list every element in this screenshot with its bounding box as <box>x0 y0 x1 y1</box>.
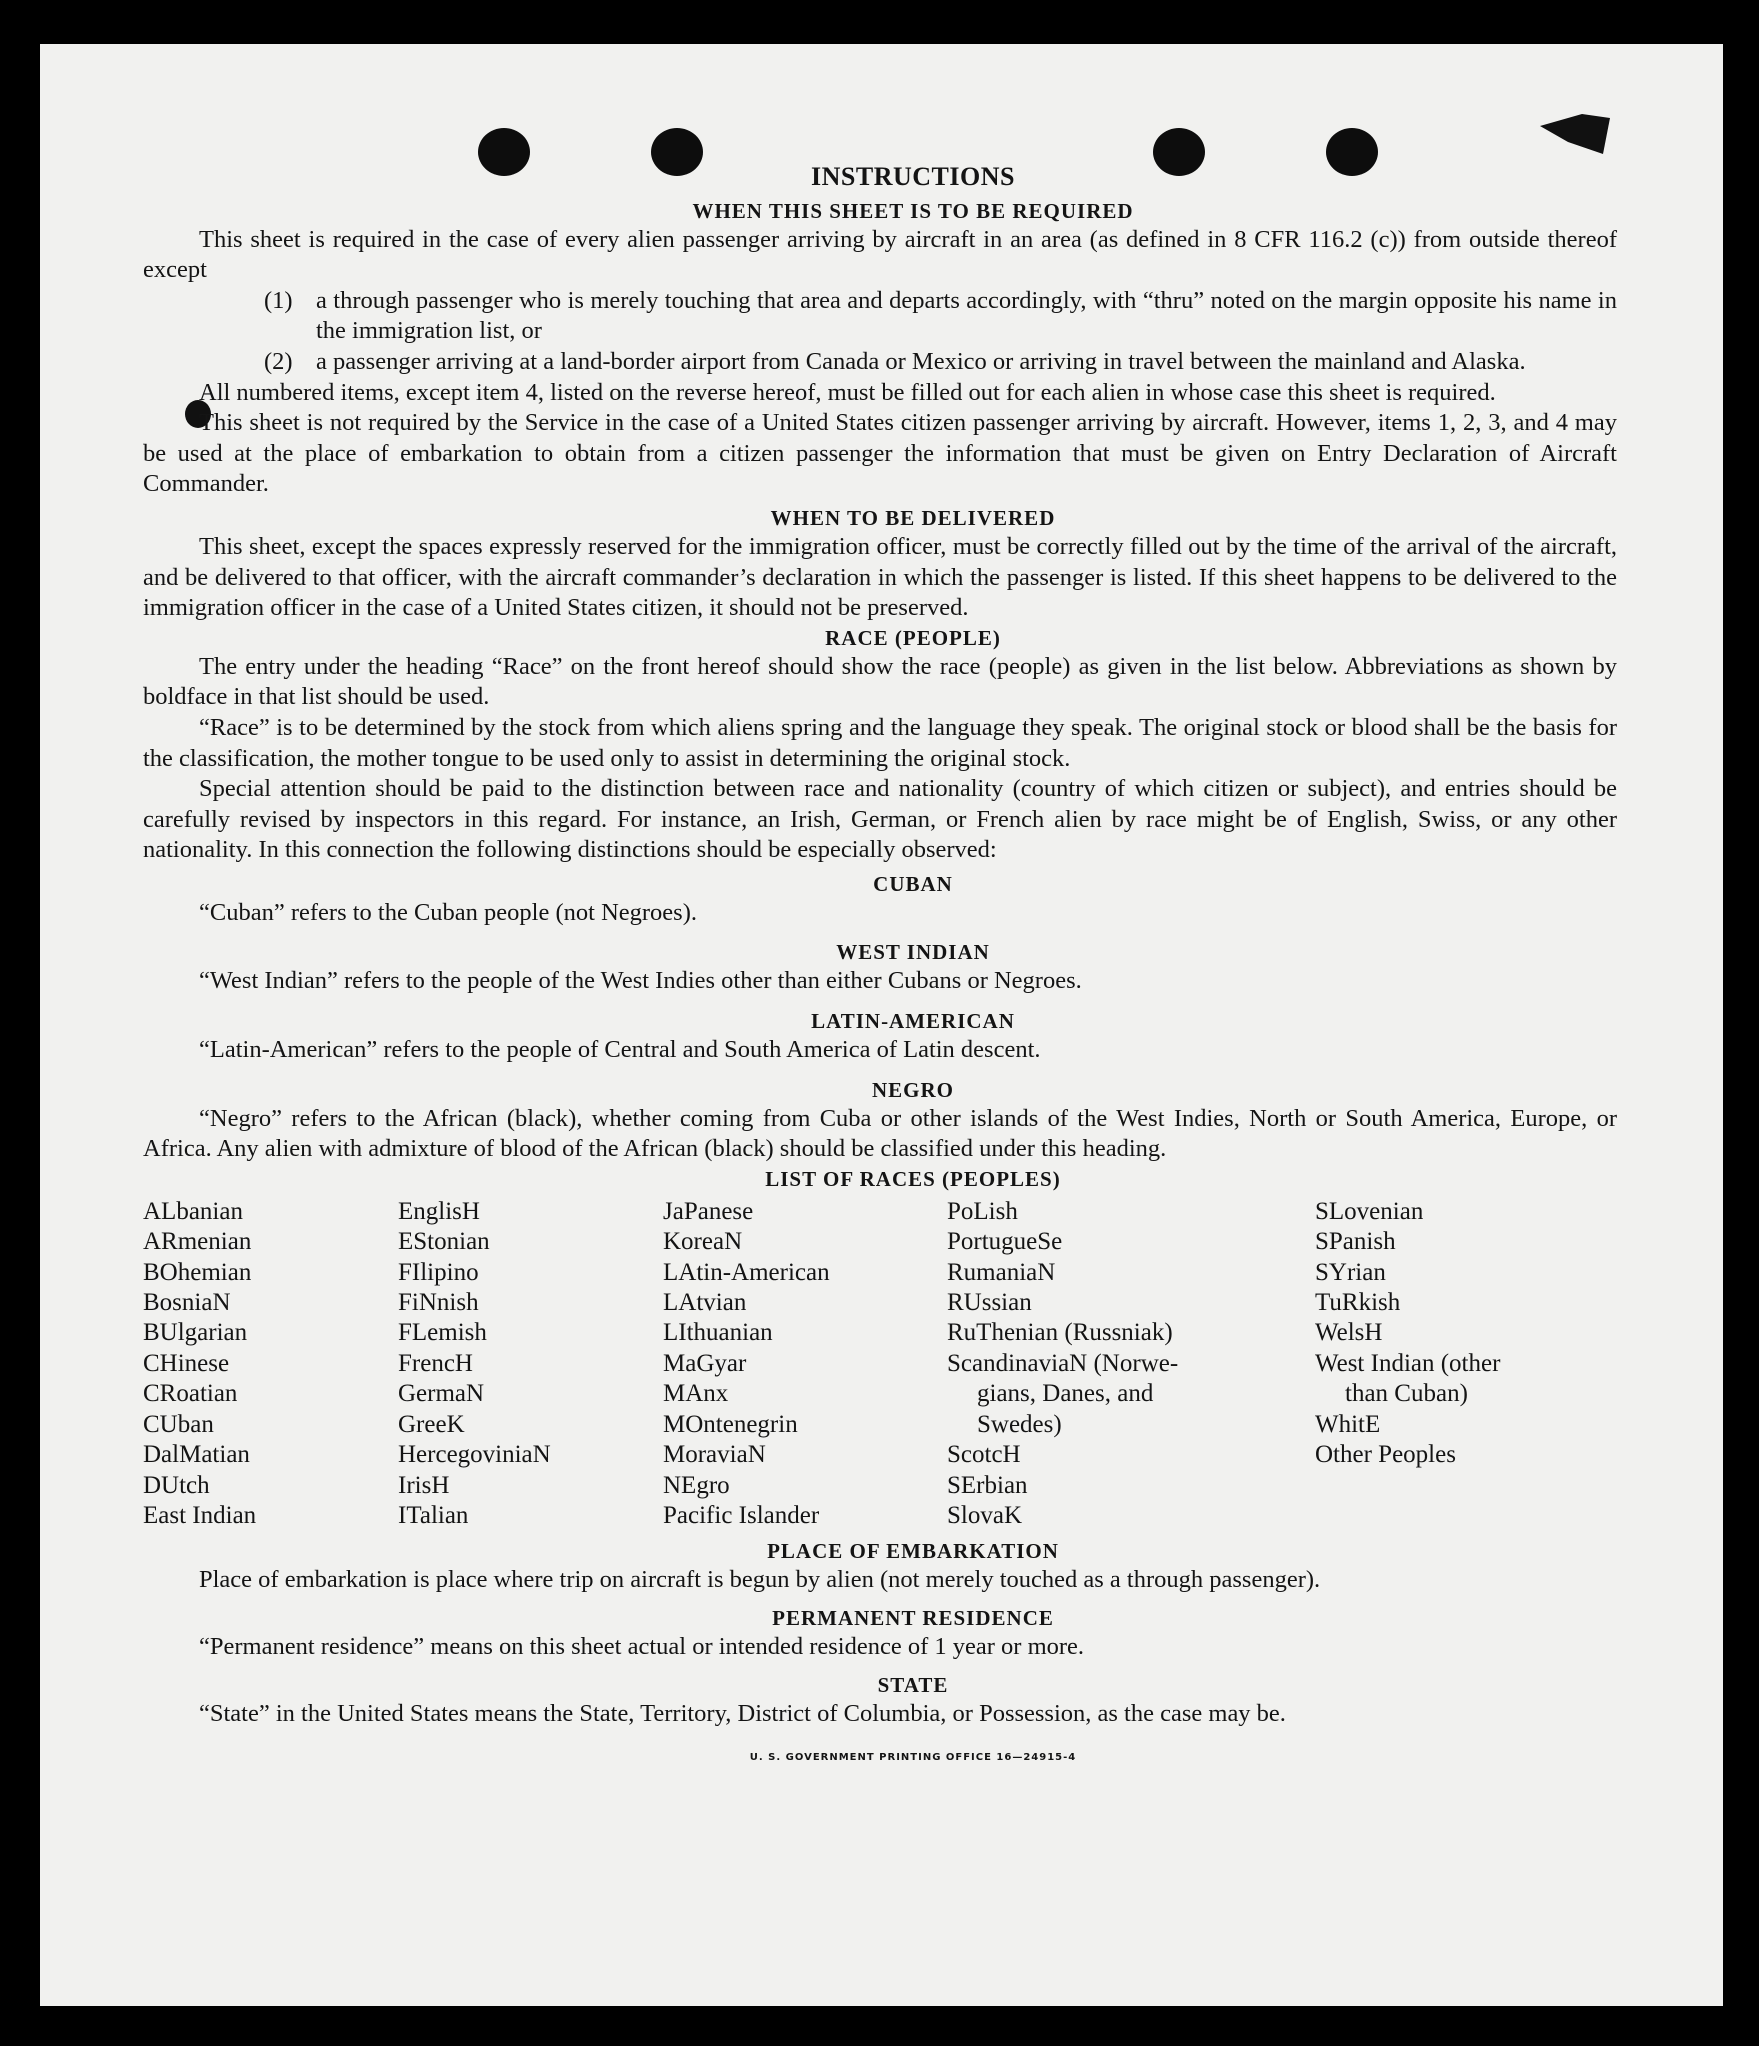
race-entry: RumaniaN <box>947 1258 1056 1286</box>
race-entry: FIlipino <box>398 1258 479 1286</box>
instructions-body <box>143 162 1617 1774</box>
cuban-definition: “Cuban” refers to the Cuban people (not Negroes). <box>199 898 697 926</box>
document-page <box>40 44 1723 2006</box>
section-heading-race: RACE (PEOPLE) <box>825 625 1001 650</box>
exception-text: a passenger arriving at a land-border airport from Canada or Mexico or arriving in travel between the mainland and Alaska. <box>316 347 1526 375</box>
race-entry: BOhemian <box>143 1258 252 1286</box>
race-entry: MoraviaN <box>663 1441 766 1469</box>
residence-definition: “Permanent residence” means on this sheet actual or intended residence of 1 year or more. <box>199 1632 1085 1660</box>
race-entry: ScotcH <box>947 1441 1021 1469</box>
section-heading-cuban: CUBAN <box>873 871 953 896</box>
races-column <box>663 1197 947 1531</box>
race-entry: FiNnish <box>398 1289 479 1317</box>
race-entry-continued: than Cuban) <box>1345 1380 1468 1408</box>
race-entry: West Indian (other <box>1315 1349 1501 1377</box>
race-entry-continued: gians, Danes, and <box>977 1380 1154 1408</box>
race-entry: ITalian <box>398 1501 469 1529</box>
exception-number: (2) <box>264 347 293 375</box>
races-list <box>143 1197 1617 1531</box>
exception-item <box>143 347 1617 378</box>
section-heading-state: STATE <box>877 1672 949 1697</box>
race-entry: LAtin-American <box>663 1258 830 1286</box>
race-entry: GermaN <box>398 1380 485 1408</box>
state-definition: “State” in the United States means the State, Territory, District of Columbia, or Possession, as the case may be. <box>199 1699 1286 1727</box>
race-entry: Other Peoples <box>1315 1441 1456 1469</box>
delivered-paragraph: This sheet, except the spaces expressly reserved for the immigration officer, must be correctly filled out by the time of the arrival of the aircraft, and be delivered to that officer, with the aircraft commander’s declaration in which the passenger is listed. If this sheet happens to be delivered to the immigration officer in the case of a United States citizen, it should not be preserved. <box>143 532 1617 622</box>
race-entry: PortugueSe <box>947 1228 1063 1256</box>
section-heading-latin-american: LATIN-AMERICAN <box>811 1009 1015 1034</box>
race-entry: CRoatian <box>143 1380 238 1408</box>
race-entry: JaPanese <box>663 1197 754 1225</box>
race-entry: EnglisH <box>398 1197 480 1225</box>
section-heading-residence: PERMANENT RESIDENCE <box>772 1605 1054 1630</box>
section-heading-delivered: WHEN TO BE DELIVERED <box>770 505 1056 530</box>
races-column <box>947 1197 1315 1531</box>
race-entry: East Indian <box>143 1501 257 1529</box>
race-entry: PoLish <box>947 1197 1018 1225</box>
section-heading-required: WHEN THIS SHEET IS TO BE REQUIRED <box>692 198 1134 223</box>
race-entry: DUtch <box>143 1471 210 1499</box>
race-entry: SYrian <box>1315 1258 1386 1286</box>
race-entry: CUban <box>143 1410 214 1438</box>
race-paragraph: Special attention should be paid to the distinction between race and nationality (country of which citizen or subject), and entries should be carefully revised by inspectors in this regard. For instance, an Irish, German, or French alien by race might be of English, Swiss, or any other nationality. In this connection the following distinctions should be especially observed: <box>143 775 1617 864</box>
race-entry: ScandinaviaN (Norwe- <box>947 1349 1179 1377</box>
west-indian-definition: “West Indian” refers to the people of the West Indies other than either Cubans or Negroes. <box>199 967 1082 995</box>
race-entry: IrisH <box>398 1471 450 1499</box>
race-entry: MOntenegrin <box>663 1410 798 1438</box>
race-entry: SLovenian <box>1315 1197 1424 1225</box>
race-entry: BUlgarian <box>143 1319 248 1347</box>
races-column <box>1315 1197 1617 1531</box>
race-entry: GreeK <box>398 1410 465 1438</box>
required-paragraph: This sheet is required in the case of every alien passenger arriving by aircraft in an area (as defined in 8 CFR 116.2 (c)) from outside thereof except <box>143 225 1617 284</box>
race-entry: KoreaN <box>663 1228 743 1256</box>
exception-number: (1) <box>264 286 293 314</box>
race-entry: MAnx <box>663 1380 729 1408</box>
races-column <box>398 1197 663 1531</box>
section-heading-negro: NEGRO <box>871 1077 954 1102</box>
races-column <box>143 1197 398 1531</box>
race-entry: RUssian <box>947 1289 1032 1317</box>
negro-definition: “Negro” refers to the African (black), whether coming from Cuba or other islands of the West Indies, North or South America, Europe, or Africa. Any alien with admixture of blood of the African (black) should be classified under this heading. <box>143 1104 1617 1163</box>
race-entry: SErbian <box>947 1471 1028 1499</box>
race-entry: WhitE <box>1315 1410 1381 1438</box>
race-paragraph: The entry under the heading “Race” on the front hereof should show the race (people) as given in the list below. Abbreviations as shown by boldface in that list should be used. <box>143 652 1617 711</box>
printing-office-imprint: U. S. GOVERNMENT PRINTING OFFICE 16—24915-4 <box>749 1752 1077 1764</box>
race-entry: NEgro <box>663 1471 730 1499</box>
race-entry: CHinese <box>143 1349 230 1377</box>
race-paragraph: “Race” is to be determined by the stock from which aliens spring and the language they speak. The original stock or blood shall be the basis for the classification, the mother tongue to be used only to assist in determining the original stock. <box>143 713 1617 772</box>
race-entry: ARmenian <box>143 1228 252 1256</box>
race-entry: Pacific Islander <box>663 1501 820 1529</box>
race-entry: DalMatian <box>143 1441 250 1469</box>
race-entry: BosniaN <box>143 1289 231 1317</box>
citizen-paragraph: This sheet is not required by the Service in the case of a United States citizen passenger arriving by aircraft. However, items 1, 2, 3, and 4 may be used at the place of embarkation to obtain from a citizen passenger the information that must be given on Entry Declaration of Aircraft Commander. <box>143 409 1617 498</box>
race-entry: HercegoviniaN <box>398 1441 551 1469</box>
race-entry: ALbanian <box>143 1197 243 1225</box>
section-heading-embarkation: PLACE OF EMBARKATION <box>767 1539 1059 1564</box>
race-entry: SPanish <box>1315 1228 1396 1256</box>
exception-text: a through passenger who is merely touching that area and departs accordingly, with “thru” noted on the margin opposite his name in the immigration list, or <box>316 286 1617 345</box>
section-heading-races-list: LIST OF RACES (PEOPLES) <box>765 1166 1061 1191</box>
race-entry-continued: Swedes) <box>977 1410 1062 1438</box>
page-title: INSTRUCTIONS <box>811 162 1015 191</box>
exception-item <box>143 286 1617 347</box>
corner-tear <box>1540 114 1610 154</box>
section-heading-west-indian: WEST INDIAN <box>836 940 990 965</box>
race-entry: WelsH <box>1315 1319 1383 1347</box>
race-entry: MaGyar <box>663 1349 747 1377</box>
latin-american-definition: “Latin-American” refers to the people of Central and South America of Latin descent. <box>199 1036 1041 1064</box>
embarkation-definition: Place of embarkation is place where trip on aircraft is begun by alien (not merely touched as a through passenger). <box>199 1566 1321 1594</box>
race-entry: LAtvian <box>663 1289 747 1317</box>
race-entry: FrencH <box>398 1349 473 1377</box>
race-entry: RuThenian (Russniak) <box>947 1319 1173 1347</box>
numbered-items-paragraph: All numbered items, except item 4, listed on the reverse hereof, must be filled out for each alien in whose case this sheet is required. <box>199 378 1496 406</box>
race-entry: FLemish <box>398 1319 487 1347</box>
race-entry: TuRkish <box>1315 1289 1401 1317</box>
race-entry: SlovaK <box>947 1501 1022 1529</box>
race-entry: EStonian <box>398 1228 490 1256</box>
race-entry: LIthuanian <box>663 1319 773 1347</box>
